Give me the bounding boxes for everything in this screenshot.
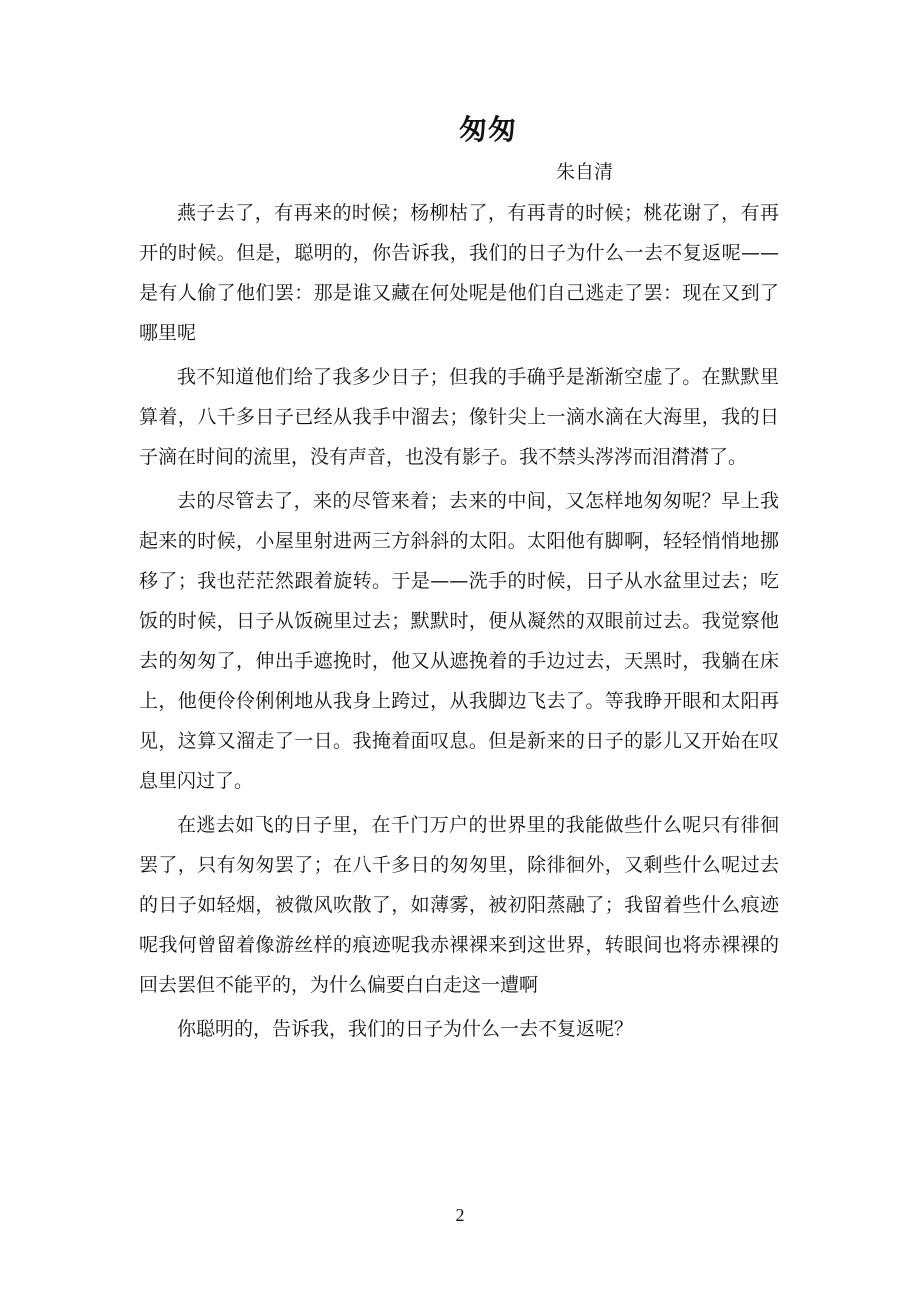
paragraph-5: 你聪明的，告诉我，我们的日子为什么一去不复返呢？	[177, 1018, 634, 1040]
article-body	[139, 193, 779, 1053]
paragraph-2: 我不知道他们给了我多少日子；但我的手确乎是渐渐空虚了。在默默里算着，八千多日子已经从我手中溜去；像针尖上一滴水滴在大海里，我的日子滴在时间的流里，没有声音，也没有影子。我不禁头涔涔而泪潸潸了。	[139, 366, 779, 468]
page-number: 2	[455, 1205, 465, 1225]
paragraph-3: 去的尽管去了，来的尽管来着；去来的中间，又怎样地匆匆呢？早上我起来的时候，小屋里射进两三方斜斜的太阳。太阳他有脚啊，轻轻悄悄地挪移了；我也茫茫然跟着旋转。于是——洗手的时候，日子从水盆里过去；吃饭的时候，日子从饭碗里过去；默默时，便从凝然的双眼前过去。我觉察他去的匆匆了，伸出手遮挽时，他又从遮挽着的手边过去，天黑时，我躺在床上，他便伶伶俐俐地从我身上跨过，从我脚边飞去了。等我睁开眼和太阳再见，这算又溜走了一日。我掩着面叹息。但是新来的日子的影儿又开始在叹息里闪过了。	[139, 490, 779, 792]
page-title: 匆匆	[458, 113, 517, 146]
paragraph-1: 燕子去了，有再来的时候；杨柳枯了，有再青的时候；桃花谢了，有再开的时候。但是，聪明的，你告诉我，我们的日子为什么一去不复返呢——是有人偷了他们罢：那是谁又藏在何处呢是他们自己逃走了罢：现在又到了哪里呢	[139, 202, 779, 344]
paragraph-4: 在逃去如飞的日子里，在千门万户的世界里的我能做些什么呢只有徘徊罢了，只有匆匆罢了；在八千多日的匆匆里，除徘徊外，又剩些什么呢过去的日子如轻烟，被微风吹散了，如薄雾，被初阳蒸融了；我留着些什么痕迹呢我何曾留着像游丝样的痕迹呢我赤裸裸来到这世界，转眼间也将赤裸裸的回去罢但不能平的，为什么偏要白白走这一遭啊	[139, 814, 779, 996]
author-name: 朱自清	[556, 161, 614, 183]
